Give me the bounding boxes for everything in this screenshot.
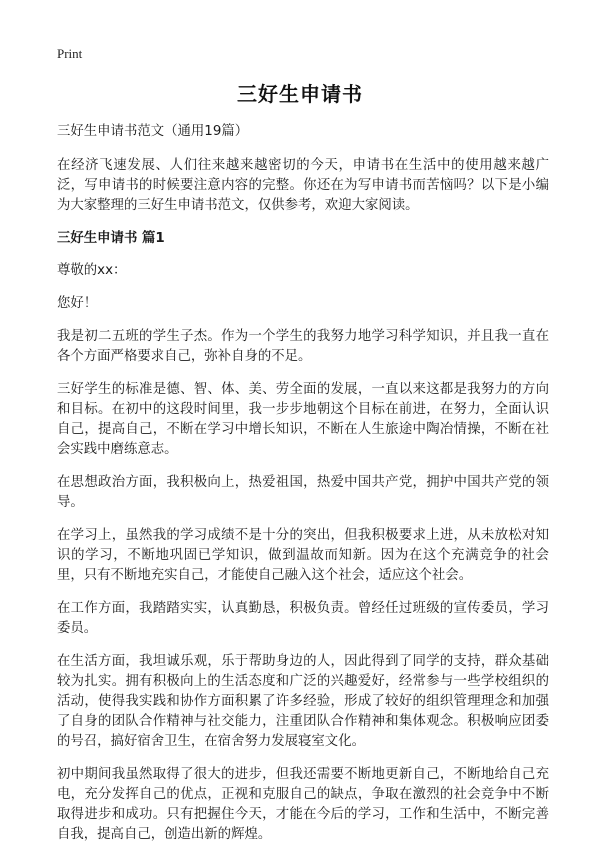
body-paragraph: 在学习上，虽然我的学习成绩不是十分的突出，但我积极要求上进，从未放松对知识的学习，不断地巩固已学知识，做到温故而知新。因为在这个充满竞争的社会里，只有不断地充实自己，才能使自己融入这个社会，适应这个社会。 (57, 528, 549, 583)
body-paragraph: 在思想政治方面，我积极向上，热爱祖国，热爱中国共产党，拥护中国共产党的领导。 (57, 475, 549, 510)
body-paragraph: 三好学生的标准是德、智、体、美、劳全面的发展，一直以来这都是我努力的方向和目标。在初中的这段时间里，我一步步地朝这个目标在前进，在努力，全面认识自己，提高自己，不断在学习中增长知识，不断在人生旅途中陶冶情操，不断在社会实践中磨练意志。 (57, 382, 549, 457)
body-paragraph: 在工作方面，我踏踏实实，认真勤恳，积极负责。曾经任过班级的宣传委员，学习委员。 (57, 601, 549, 636)
greeting: 您好！ (57, 296, 98, 311)
document-body (57, 122, 549, 858)
body-paragraph: 我是初二五班的学生子杰。作为一个学生的我努力地学习科学知识，并且我一直在各个方面严格要求自己，弥补自身的不足。 (57, 329, 549, 364)
salutation: 尊敬的xx： (57, 263, 127, 278)
page-title: 三好生申请书 (237, 82, 363, 106)
intro-paragraph: 在经济飞速发展、人们往来越来越密切的今天，申请书在生活中的使用越来越广泛，写申请书的时候要注意内容的完整。你还在为写申请书而苦恼吗？以下是小编为大家整理的三好生申请书范文，仅供参考，欢迎大家阅读。 (57, 158, 549, 213)
body-paragraph: 初中期间我虽然取得了很大的进步，但我还需要不断地更新自己，不断地给自己充电，充分发挥自己的优点，正视和克服自己的缺点，争取在激烈的社会竞争中不断取得进步和成功。只有把握住今天，才能在今后的学习，工作和生活中，不断完善自我，提高自己，创造出新的辉煌。 (57, 767, 549, 842)
section-heading: 三好生申请书 篇1 (57, 231, 165, 246)
document-subtitle: 三好生申请书范文（通用19篇） (57, 124, 249, 139)
print-link[interactable]: Print (57, 46, 83, 61)
body-paragraph: 在生活方面，我坦诚乐观，乐于帮助身边的人，因此得到了同学的支持，群众基础较为扎实。拥有积极向上的生活态度和广泛的兴趣爱好，经常参与一些学校组织的活动，使得我实践和协作方面积累了许多经验，形成了较好的组织管理理念和加强了自身的团队合作精神与社交能力，注重团队合作精神和集体观念。积极响应团委的号召，搞好宿舍卫生，在宿舍努力发展寝室文化。 (57, 654, 549, 749)
